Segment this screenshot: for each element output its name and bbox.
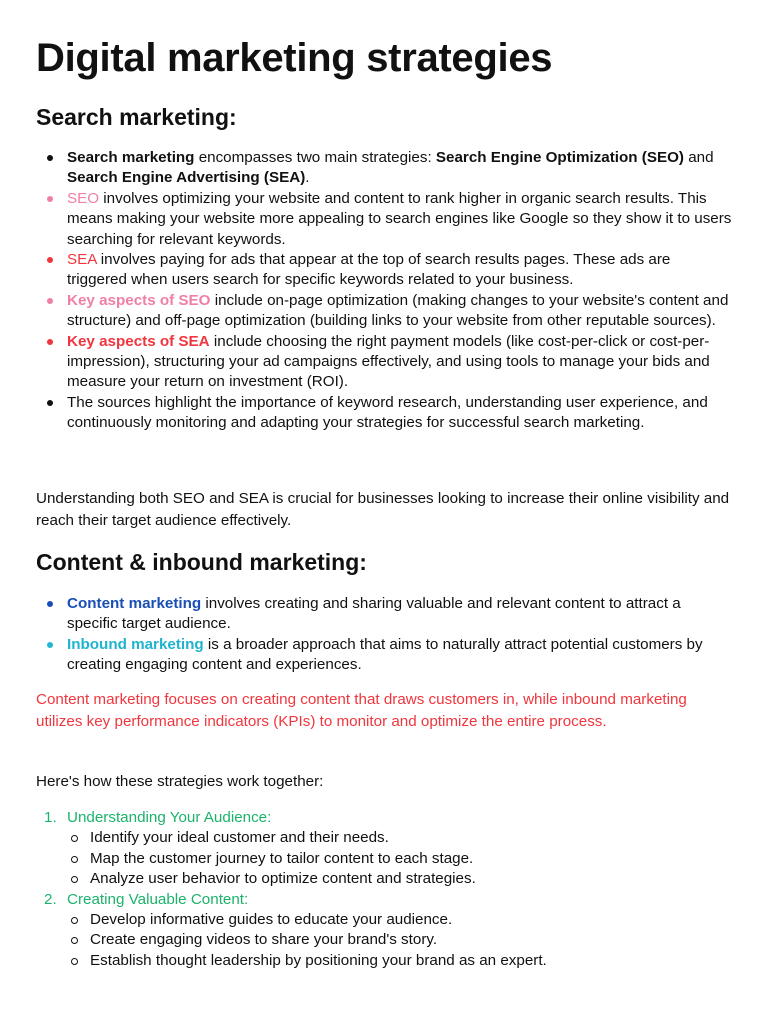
list-text: encompasses two main strategies: (194, 149, 436, 166)
inbound-marketing-label: Inbound marketing (67, 635, 204, 653)
content-marketing-heading: Content & inbound marketing: (36, 549, 367, 575)
step-title: Creating Valuable Content: (67, 890, 249, 908)
search-marketing-heading: Search marketing: (36, 104, 237, 130)
sub-text: Establish thought leadership by positioning your brand as an expert. (90, 951, 547, 969)
sub-item (67, 828, 732, 848)
sea-label: SEA (67, 251, 97, 269)
sub-text: Develop informative guides to educate your audience. (90, 911, 453, 929)
circle-bullet-icon (71, 937, 78, 944)
sub-item (67, 849, 732, 869)
bullet-icon (47, 601, 53, 607)
bullet-icon (47, 642, 53, 648)
list-text: involves optimizing your website and content to rank higher in organic search results. This means making your website more appealing to search engines like Google so they show it to users searching for relevant keywords. (67, 189, 732, 248)
list-text: involves creating and sharing valuable and relevant content to attract a specific target audience. (67, 595, 681, 633)
sub-text: Map the customer journey to tailor content to each stage. (90, 849, 474, 867)
content-marketing-label: Content marketing (67, 595, 202, 612)
seo-aspects-label: Key aspects of SEO (67, 291, 211, 309)
list-text: . (305, 169, 310, 187)
list-item (36, 635, 732, 676)
sub-item (67, 930, 732, 950)
search-summary: Understanding both SEO and SEA is crucial for businesses looking to increase their online visibility and reach their target audience effectively. (36, 490, 730, 529)
step-title: Understanding Your Audience: (67, 809, 272, 826)
sub-text: Identify your ideal customer and their needs. (90, 829, 389, 847)
bullet-icon (47, 298, 53, 304)
circle-bullet-icon (71, 856, 78, 863)
term-search-marketing: Search marketing (67, 149, 195, 166)
sub-item (67, 910, 732, 930)
circle-bullet-icon (71, 835, 78, 842)
list-text: involves paying for ads that appear at the top of search results pages. These ads are triggered when users search for specific keywords related to your business. (67, 251, 671, 289)
step-number: 1. (44, 809, 57, 826)
term-sea: Search Engine Advertising (SEA) (67, 169, 306, 187)
list-text: is a broader approach that aims to naturally attract potential customers by creating engaging content and experiences. (67, 635, 703, 674)
strategies-intro: Here's how these strategies work together: (36, 773, 324, 790)
sea-aspects-label: Key aspects of SEA (67, 332, 210, 350)
strategy-steps-list (36, 808, 732, 971)
step-item (36, 890, 732, 972)
content-marketing-list (36, 594, 732, 676)
list-item (36, 291, 732, 332)
list-item (36, 250, 732, 291)
bullet-icon (47, 196, 53, 202)
circle-bullet-icon (71, 876, 78, 883)
list-text: The sources highlight the importance of keyword research, understanding user experience, and continuously monitoring and adapting your strategies for successful search marketing. (67, 393, 708, 432)
list-item (36, 189, 732, 250)
circle-bullet-icon (71, 958, 78, 965)
search-marketing-list (36, 148, 732, 434)
step-number: 2. (44, 890, 57, 908)
list-item (36, 332, 732, 393)
bullet-icon (47, 339, 53, 345)
bullet-icon (47, 400, 53, 406)
sub-item (67, 951, 732, 971)
step-sub-list (67, 828, 732, 889)
seo-label: SEO (67, 189, 100, 207)
step-item (36, 808, 732, 890)
list-text: and (684, 149, 714, 166)
list-item (36, 393, 732, 434)
page-title: Digital marketing strategies (36, 36, 553, 80)
sub-item (67, 869, 732, 889)
step-sub-list (67, 910, 732, 971)
term-seo: Search Engine Optimization (SEO) (435, 149, 684, 166)
circle-bullet-icon (71, 917, 78, 924)
sub-text: Analyze user behavior to optimize content and strategies. (90, 870, 476, 888)
bullet-icon (47, 257, 53, 263)
bullet-icon (47, 155, 53, 161)
content-highlight: Content marketing focuses on creating content that draws customers in, while inbound marketing utilizes key performance indicators (KPIs) to monitor and optimize the entire process. (36, 691, 687, 730)
list-item (36, 594, 732, 635)
list-text: include on-page optimization (making changes to your website's content and structure) and off-page optimization (building links to your website from other reputable sources). (67, 291, 729, 330)
sub-text: Create engaging videos to share your brand's story. (90, 931, 438, 949)
list-item (36, 148, 732, 189)
list-text: include choosing the right payment models (like cost-per-click or cost-per-impression), structuring your ad campaigns effectively, and using tools to manage your bids and measure your return on investment (ROI). (67, 332, 710, 391)
